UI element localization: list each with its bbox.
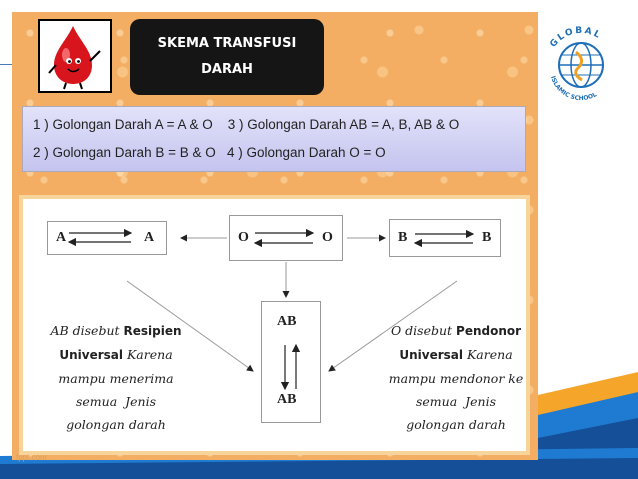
legend-line-1: 1 ) Golongan Darah A = A & O 3 ) Golongan Darah AB = A, B, AB & O bbox=[33, 117, 460, 132]
title-line-2: DARAH bbox=[201, 62, 253, 77]
node-o-left-label: O bbox=[238, 230, 249, 245]
right-caption-line4: semua Jenis bbox=[416, 394, 496, 409]
node-ab-bottom-label: AB bbox=[277, 392, 297, 407]
legend-line-2: 2 ) Golongan Darah B = B & O 4 ) Golongan Darah O = O bbox=[33, 145, 386, 160]
left-caption-line4: semua Jenis bbox=[76, 394, 156, 409]
slide bbox=[12, 12, 538, 460]
watermark: fppt.com bbox=[16, 453, 47, 462]
right-caption-universal: Universal bbox=[399, 348, 463, 362]
right-caption-text: O disebut bbox=[390, 323, 457, 338]
left-caption-text: AB disebut bbox=[50, 323, 124, 338]
transfusion-diagram bbox=[19, 195, 530, 455]
node-ab-top-label: AB bbox=[277, 314, 297, 329]
left-caption-bold: Resipien bbox=[123, 324, 182, 338]
blood-type-legend bbox=[22, 106, 526, 172]
global-islamic-school-logo bbox=[538, 22, 624, 108]
right-caption-line5: golongan darah bbox=[406, 417, 506, 432]
left-caption bbox=[41, 319, 191, 436]
slide-title bbox=[130, 19, 324, 95]
left-caption-line5: golongan darah bbox=[66, 417, 166, 432]
left-caption-karena: Karena bbox=[123, 347, 173, 362]
right-caption-karena: Karena bbox=[463, 347, 513, 362]
left-caption-line3: mampu menerima bbox=[58, 371, 174, 386]
blood-drop-icon bbox=[40, 21, 110, 91]
svg-text:ISLAMIC SCHOOL: ISLAMIC SCHOOL bbox=[549, 75, 598, 103]
node-b-right-label: B bbox=[482, 230, 492, 245]
left-caption-universal: Universal bbox=[59, 348, 123, 362]
node-a-right-label: A bbox=[144, 230, 155, 245]
right-caption-line3: mampu mendonor ke bbox=[388, 371, 524, 386]
right-caption bbox=[381, 319, 531, 436]
right-caption-bold: Pendonor bbox=[456, 324, 522, 338]
node-o-right-label: O bbox=[322, 230, 333, 245]
svg-text:GLOBAL: GLOBAL bbox=[548, 25, 604, 50]
title-line-1: SKEMA TRANSFUSI bbox=[157, 36, 297, 51]
node-a-left-label: A bbox=[56, 230, 67, 245]
node-b-left-label: B bbox=[398, 230, 408, 245]
blood-drop-mascot bbox=[38, 19, 112, 93]
